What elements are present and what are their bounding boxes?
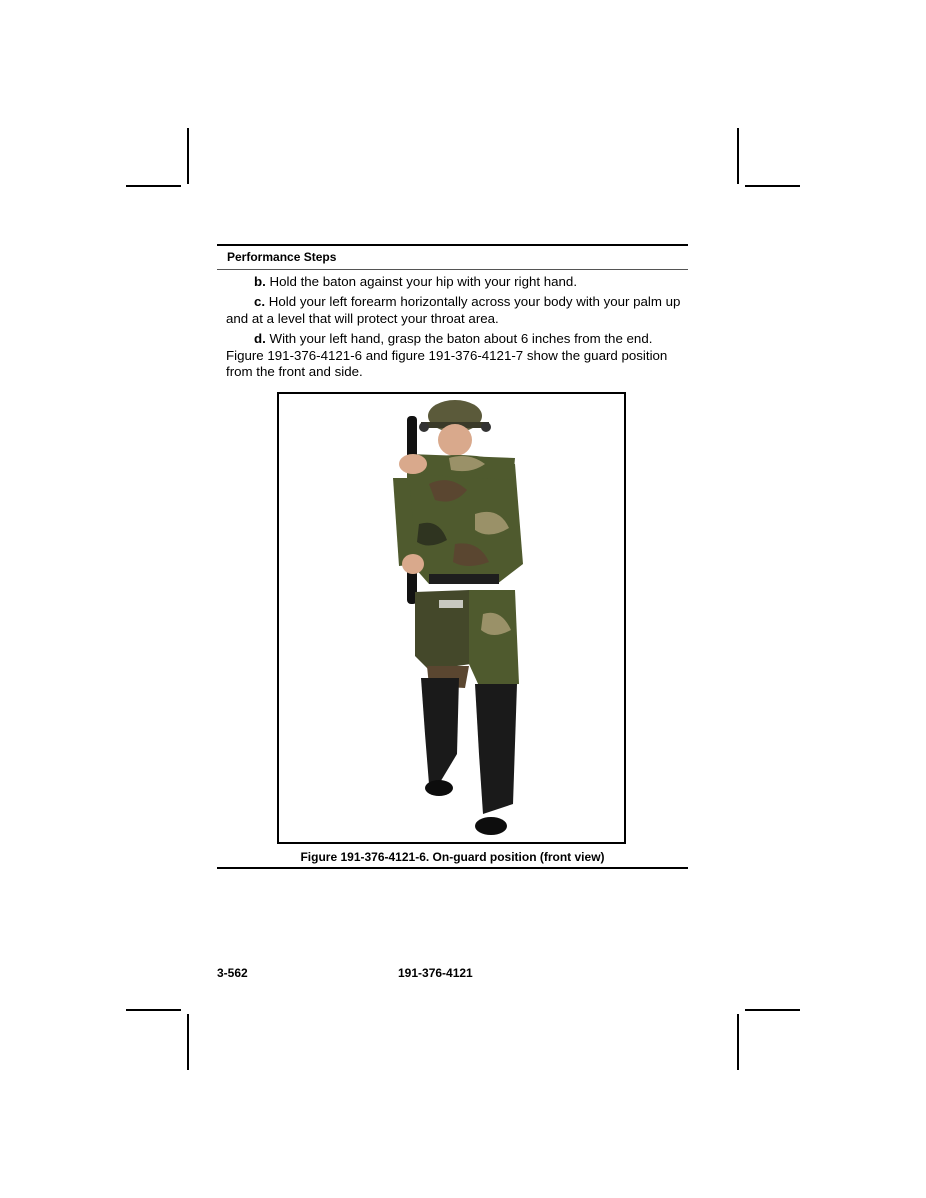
belt [429, 574, 499, 584]
soldier-on-guard-illustration [279, 394, 624, 842]
crop-mark-top-right-horizontal [745, 185, 800, 187]
step-b [226, 274, 688, 291]
page-number: 3-562 [217, 966, 248, 980]
step-text: With your left hand, grasp the baton about 6 inches from the end. Figure 191-376-4121-6 and figure 191-376-4121-7 show the guard position from the front and side. [226, 331, 668, 379]
legs-trousers [469, 590, 519, 686]
section-header: Performance Steps [227, 250, 337, 264]
left-boot [425, 780, 453, 796]
step-letter: d. [254, 331, 266, 346]
figure-frame [277, 392, 626, 844]
right-boot [475, 817, 507, 835]
crop-mark-bottom-left-vertical [187, 1014, 189, 1070]
footer-rule [217, 867, 688, 869]
figure-caption: Figure 191-376-4121-6. On-guard position (front view) [300, 850, 605, 864]
crop-mark-bottom-right-vertical [737, 1014, 739, 1070]
crop-mark-top-right-vertical [737, 128, 739, 184]
task-number: 191-376-4121 [398, 966, 473, 980]
step-d [226, 331, 688, 381]
right-hand [402, 554, 424, 574]
step-c [226, 294, 688, 327]
left-shin-guard [421, 678, 459, 784]
left-hand [399, 454, 427, 474]
header-rule-bottom [217, 269, 688, 270]
step-text: Hold your left forearm horizontally across your body with your palm up and at a level that will protect your throat area. [226, 294, 681, 326]
step-letter: c. [254, 294, 266, 309]
header-rule-top [217, 244, 688, 246]
crop-mark-bottom-right-horizontal [745, 1009, 800, 1011]
face [438, 424, 472, 456]
step-letter: b. [254, 274, 266, 289]
crop-mark-top-left-horizontal [126, 185, 181, 187]
right-shin-guard [475, 684, 517, 814]
step-text: Hold the baton against your hip with your right hand. [265, 274, 578, 289]
crop-mark-bottom-left-horizontal [126, 1009, 181, 1011]
crop-mark-top-left-vertical [187, 128, 189, 184]
